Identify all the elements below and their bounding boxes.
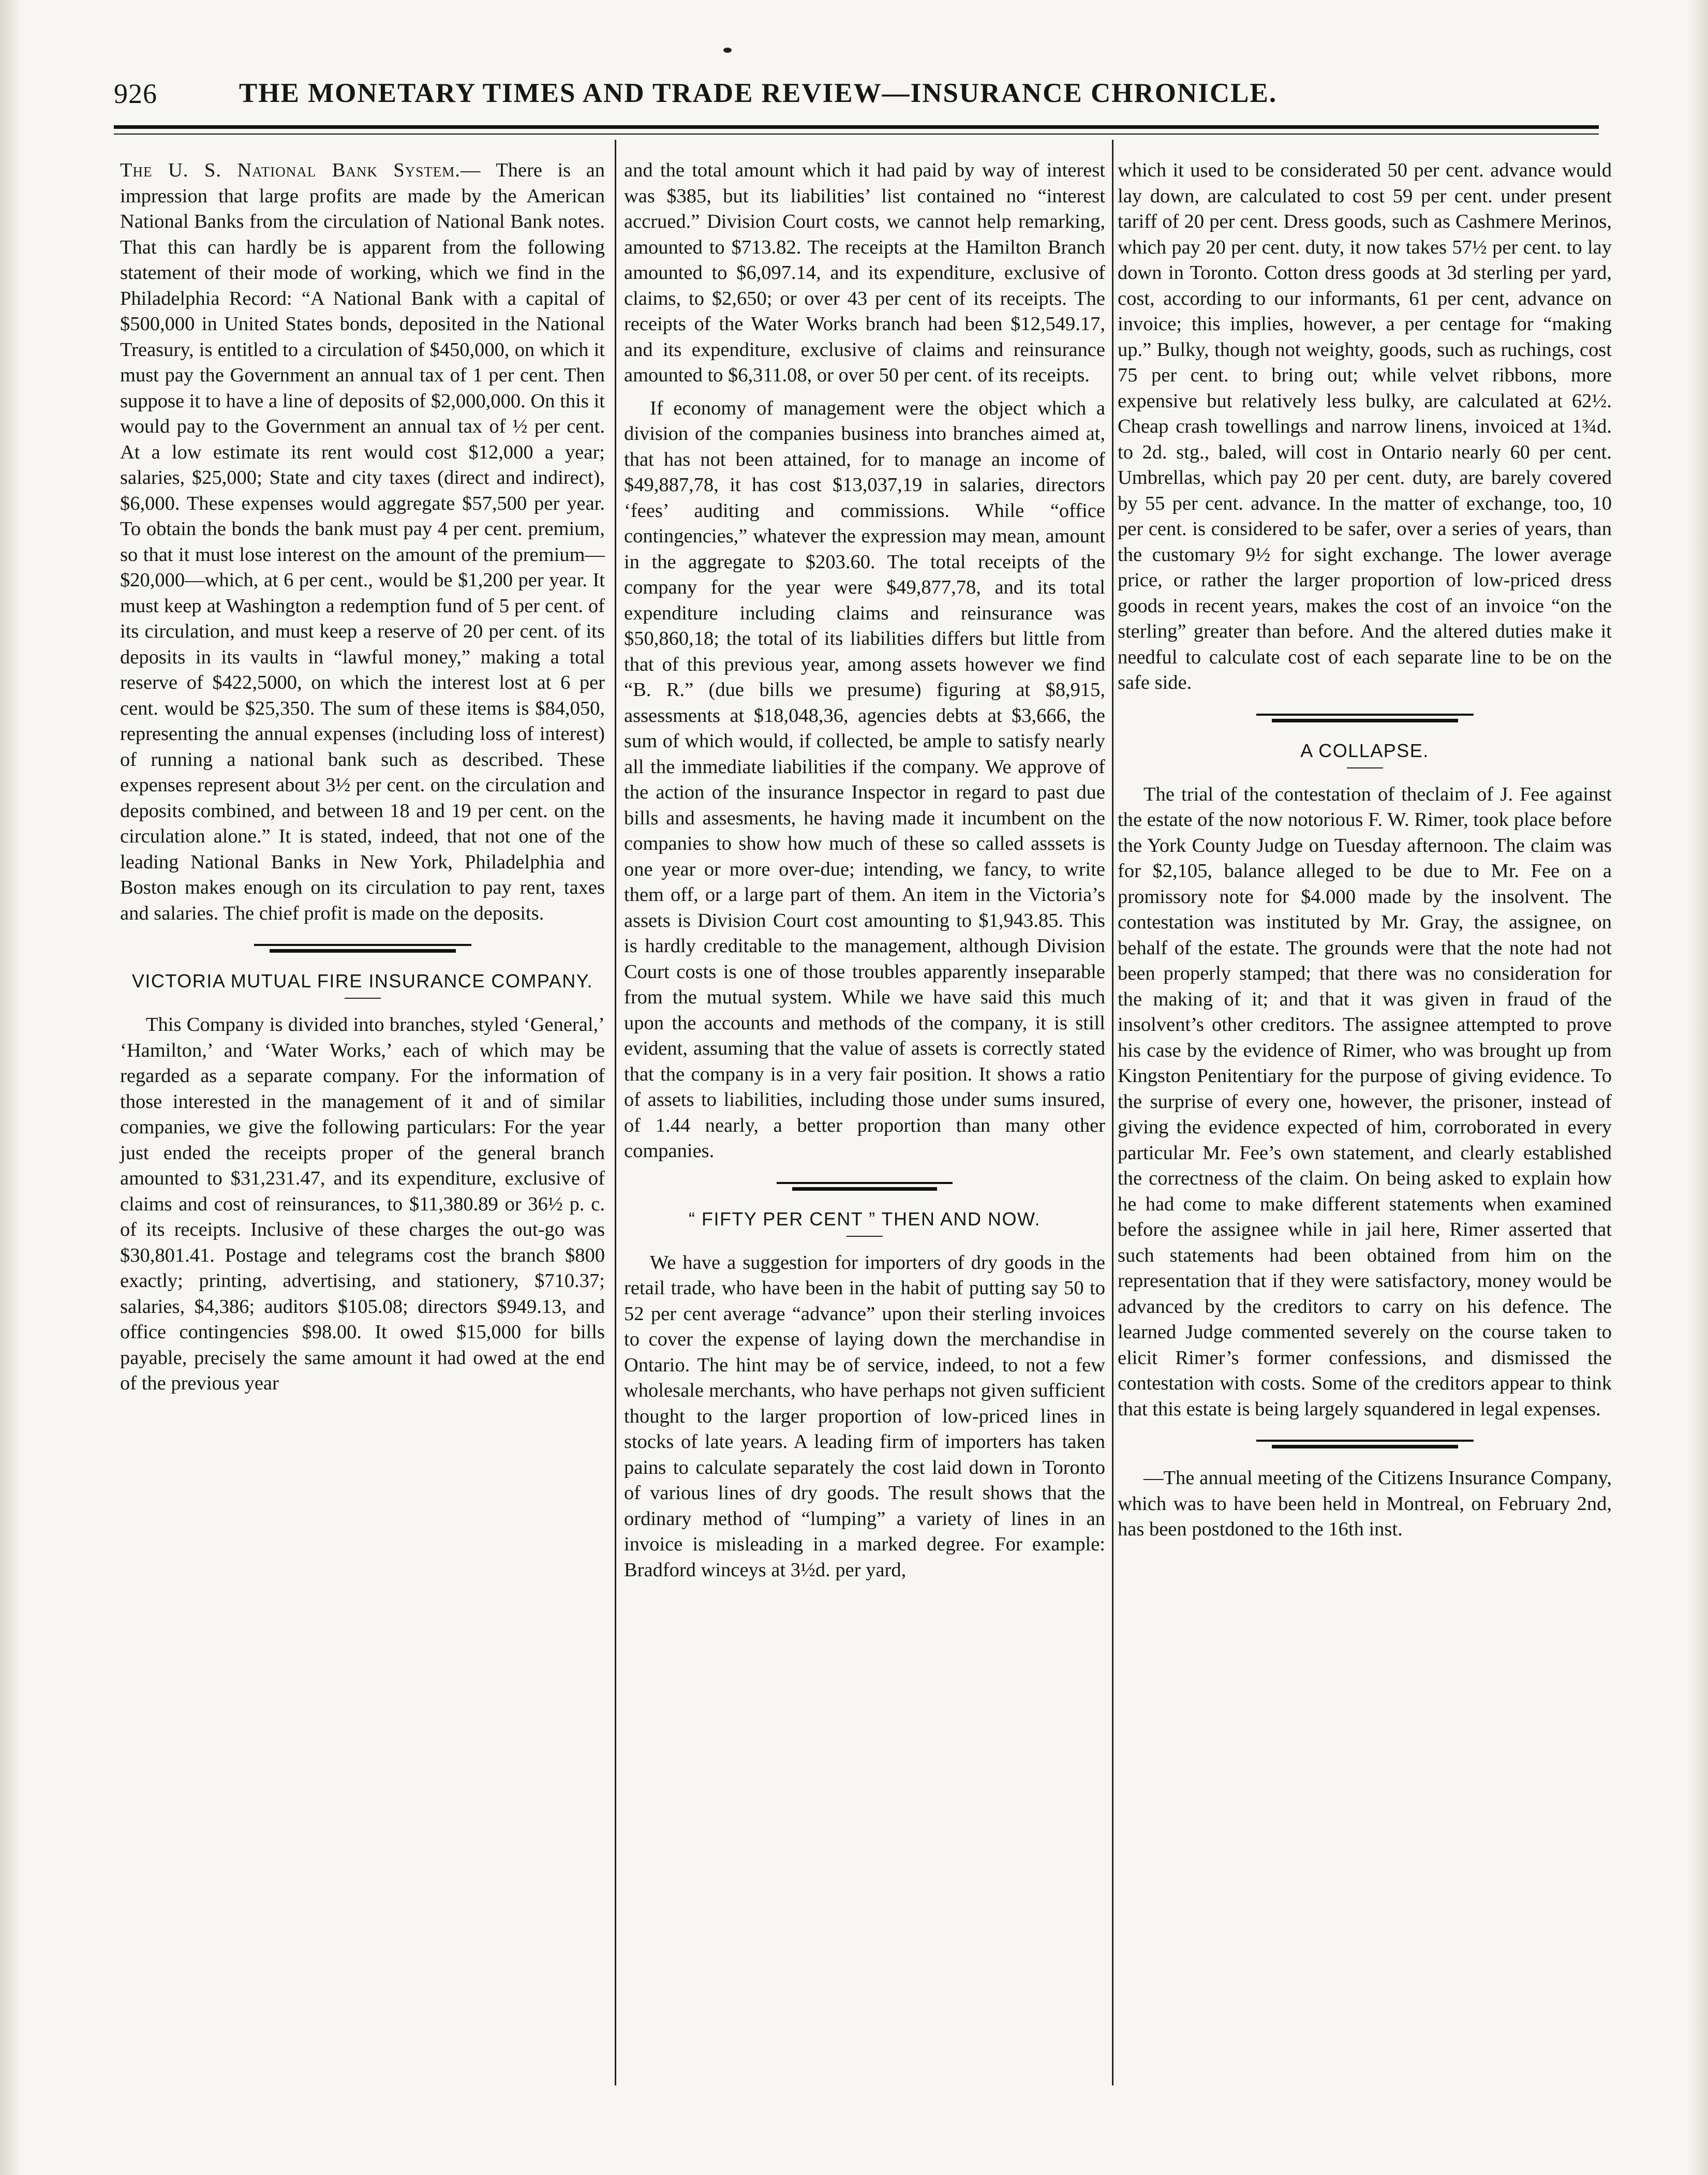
article-lead-title: The U. S. National Bank System.— [120, 159, 481, 181]
article-national-bank [120, 158, 605, 926]
article-body: There is an impression that large profits are made by the American National Banks from the circulation of National Bank notes. That this can hardly be is apparent from the following statement of their mode of working, which we find in the Philadelphia Record: “A National Bank with a capital of $500,000 in United States bonds, deposited in the National Treasury, is entitled to a circulation of $450,000, on which it must pay the Government an annual tax of 1 per cent. Then suppose it to have a line of deposits of $2,000,000. On this it would pay to the Government an annual tax of ½ per cent. At a low estimate its rent would cost $12,000 a year; salaries, $25,000; State and city taxes (direct and indirect), $6,000. These expenses would aggregate $57,500 per year. To obtain the bonds the bank must pay 4 per cent. premium, so that it must lose interest on the amount of the premium—$20,000—which, at 6 per cent., would be $1,200 per year. It must keep at Washington a redemption fund of 5 per cent. of its circulation, and must keep a reserve of 20 per cent. of its deposits in its vaults in “lawful money,” making a total reserve of $422,5000, on which the interest lost at 6 per cent. would be $25,350. The sum of these items is $84,050, representing the annual expenses (including loss of interest) of running a national bank such as described. These expenses represent about 3½ per cent. on the circulation and deposits combined, and between 18 and 19 per cent. on the circulation alone.” It is stated, indeed, that not one of the leading National Banks in New York, Philadelphia and Boston makes enough on its circulation to pay rent, taxes and salaries. The chief profit is made on the deposits. [120, 159, 605, 924]
section-separator [254, 944, 471, 955]
column-2 [624, 158, 1105, 2088]
article-body-fifty-per-cent-cont: which it used to be considerated 50 per cent. advance would lay down, are calculated to cost 59 per cent. under present tariff of 20 per cent. Dress goods, such as Cashmere Merinos, which pay 20 per cent. duty, it now takes 57½ per cent. to lay down in Toronto. Cotton dress goods at 3d sterling per yard, cost, according to our informants, 61 per cent, advance on invoice; this implies, however, a per centage for “making up.” Bulky, though not weighty, goods, such as ruchings, cost 75 per cent. to bring out; while velvet ribbons, more expensive but relatively less bulky, are calculated at 62½. Cheap crash towellings and narrow linens, invoiced at 1¾d. to 2d. stg., baled, will cost in Ontario nearly 60 per cent. Umbrellas, which pay 20 per cent. duty, are barely covered by 55 per cent. advance. In the matter of exchange, too, 10 per cent. is considered to be safer, over a series of years, than the customary 9½ for sight exchange. The lower average price, or rather the larger proportion of low-priced dress goods in recent years, makes the cost of an invoice “on the sterling” greater than before. And the altered duties make it needful to calculate cost of each separate line to be on the safe side. [1118, 159, 1612, 693]
heading-rule [1347, 767, 1383, 768]
page-number: 926 [114, 78, 157, 109]
article-body-victoria-cont: and the total amount which it had paid by way of interest was $385, but its liabilities’ list contained no “interest accrued.” Division Court costs, we cannot help remarking, amounted to $713.82. The receipts at the Hamilton Branch amounted to $6,097.14, and its expenditure, exclusive of claims, to $2,650; or over 43 per cent of its receipts. The receipts of the Water Works branch had been $12,549.17, and its expenditure, exclusive of claims and reinsurance amounted to $6,311.08, or over 50 per cent. of its receipts. [624, 159, 1105, 386]
section-heading-collapse: A COLLAPSE. [1300, 739, 1429, 761]
column-1 [120, 158, 605, 2088]
article-body-victoria-economy: If economy of management were the object which a division of the companies business into branches aimed at, that has not been attained, for to manage an income of $49,887,78, it has cost $13,037,19 in salaries, directors ‘fees’ auditing and commissions. While “office contingencies,” whatever the expression may mean, amount in the aggregate to $203.60. The total receipts of the company for the year were $49,877,78, and its total expenditure including claims and reinsurance was $50,860,18; the total of its liabilities differs but little from that of this previous year, among assets however we find “B. R.” (due bills we presume) figuring at $8,915, assessments at $18,048,36, agencies debts at $3,666, the sum of which would, if collected, be ample to satisfy nearly all the immediate liabilities if the company. We approve of the action of the insurance Inspector in regard to past due bills and assesments, he having made it incumbent on the companies to show how much of these so called asssets is one year or more over-due; intending, we fancy, to write them off, or a large part of them. An item in the Victoria’s assets is Division Court cost amounting to $1,943.85. This is hardly creditable to the management, although Division Court costs is one of those troubles apparently inseparable from the mutual system. While we have said this much upon the accounts and methods of the company, it is still evident, assuming that the value of assets is correctly stated that the company is in a very fair position. It shows a ratio of assets to liabilities, including those under sums insured, of 1.44 nearly, a better proportion than many other companies. [624, 397, 1105, 1162]
header-rule-thin [114, 134, 1599, 135]
ink-speck [723, 48, 732, 53]
masthead-title: THE MONETARY TIMES AND TRADE REVIEW—INSURANCE CHRONICLE. [239, 78, 1278, 108]
section-separator [777, 1182, 953, 1193]
heading-rule [846, 1236, 883, 1237]
column-3 [1118, 158, 1612, 2088]
section-separator [1256, 714, 1474, 725]
column-divider-2 [1112, 140, 1113, 2085]
column-divider-1 [615, 140, 616, 2085]
page-edge-left-shadow [0, 0, 21, 2175]
article-body-collapse: The trial of the contestation of theclaim of J. Fee against the estate of the now notorious F. W. Rimer, took place before the York County Judge on Tuesday afternoon. The claim was for $2,105, balance alleged to be due to Mr. Fee on a promissory note for $4.000 made by the insolvent. The contestation was instituted by Mr. Gray, the assignee, on behalf of the estate. The grounds were that the note had not been properly stamped; that there was no consideration for the making of it; and that it was given in fraud of the insolvent’s other creditors. The assignee attempted to prove his case by the evidence of Rimer, who was brought up from Kingston Penitentiary for the purpose of giving evidence. To the surprise of every one, however, the prisoner, instead of giving the evidence expected of him, corroborated in every particular Mr. Fee’s own statement, and clearly established the correctness of the claim. On being asked to explain how he had come to make different statements when examined before the assignee while in jail here, Rimer asserted that such statements had been obtained from him on the representation that if they were satisfactory, money would be advanced by the creditors to carry on his defence. The learned Judge commented severely on the course taken to elicit Rimer’s former confessions, and dismissed the contestation with costs. Some of the creditors appear to think that this estate is being largely squandered in legal expenses. [1118, 783, 1612, 1420]
page-edge-right-shadow [1687, 0, 1708, 2175]
article-body-fifty-per-cent: We have a suggestion for importers of dry goods in the retail trade, who have been in the habit of putting say 50 to 52 per cent average “advance” upon their sterling invoices to cover the expense of laying down the merchandise in Ontario. The hint may be of service, indeed, to not a few wholesale merchants, who have perhaps not given sufficient thought to the larger proportion of low-priced lines in stocks of late years. A leading firm of importers has taken pains to calculate separately the cost laid down in Toronto of various lines of dry goods. The result shows that the ordinary method of “lumping” a variety of lines in an invoice is misleading in a marked degree. For example: Bradford winceys at 3½d. per yard, [624, 1251, 1105, 1581]
heading-rule [345, 998, 381, 999]
page-header [114, 78, 1402, 119]
section-heading-fifty-per-cent: “ FIFTY PER CENT ” THEN AND NOW. [688, 1208, 1041, 1230]
news-item-citizens-insurance: —The annual meeting of the Citizens Insurance Company, which was to have been held in Montreal, on February 2nd, has been postdoned to the 16th inst. [1118, 1467, 1612, 1540]
section-separator [1256, 1440, 1474, 1451]
section-heading-victoria: VICTORIA MUTUAL FIRE INSURANCE COMPANY. [131, 970, 593, 992]
article-body-victoria: This Company is divided into branches, styled ‘General,’ ‘Hamilton,’ and ‘Water Works,’ each of which may be regarded as a separate company. For the information of those interested in the management of it and of similar companies, we give the following particulars: For the year just ended the receipts proper of the general branch amounted to $31,231.47, and its expenditure, exclusive of claims and cost of reinsurances, to $11,380.89 or 36½ p. c. of its receipts. Inclusive of these charges the out-go was $30,801.41. Postage and telegrams cost the branch $800 exactly; printing, advertising, and stationery, $710.37; salaries, $4,386; auditors $105.08; directors $949.13, and office contingencies $98.00. It owed $15,000 for bills payable, precisely the same amount it had owed at the end of the previous year [120, 1014, 605, 1394]
header-rule-thick [114, 125, 1599, 129]
